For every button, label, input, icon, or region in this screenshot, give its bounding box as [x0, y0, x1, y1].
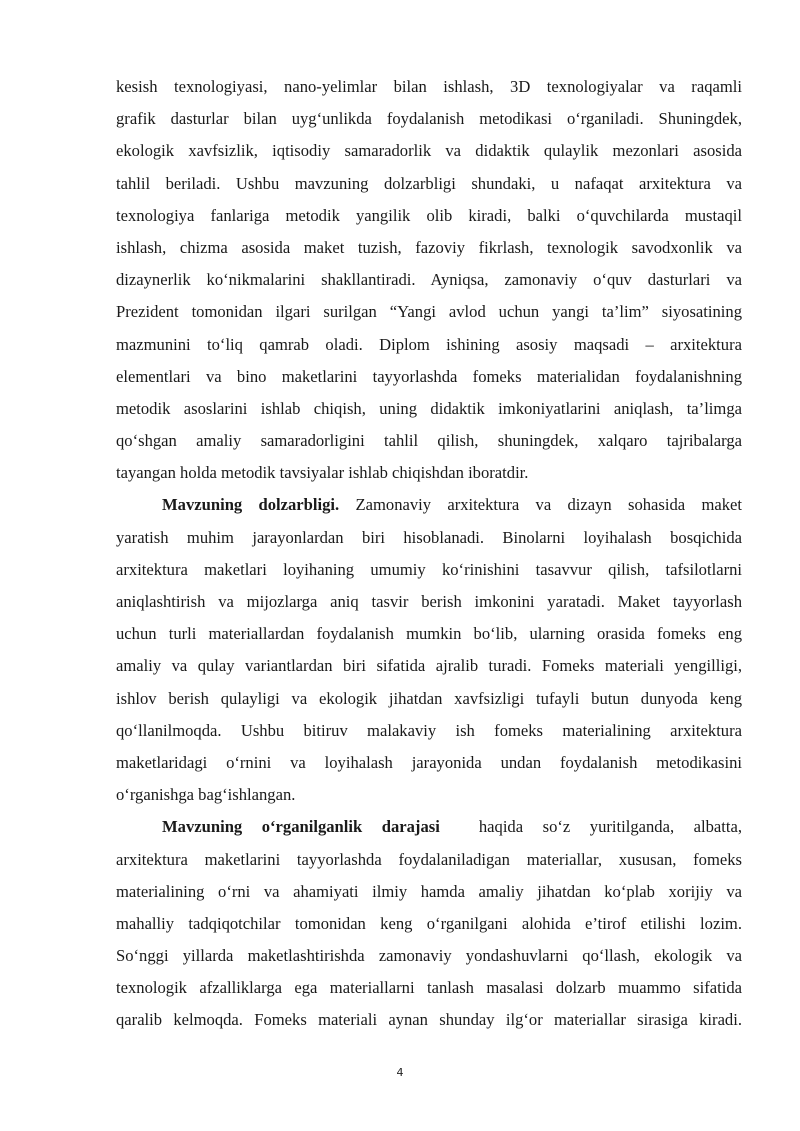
text-line: tayangan holda metodik tavsiyalar ishlab chiqishdan iboratdir. [116, 463, 529, 483]
text-span: haqida so‘z yuritilganda, albatta, [439, 817, 742, 837]
text-line: arxitektura maketlari loyihaning umumiy ko‘rinishini tasavvur qilish, tafsilotlarni [116, 559, 742, 579]
text-line: uchun turli materiallardan foydalanish mumkin bo‘lib, ularning orasida fomeks eng [116, 624, 742, 644]
text-line: qaralib kelmoqda. Fomeks materiali aynan shunday ilg‘or materiallar sirasiga kiradi. [116, 1010, 742, 1030]
text-line: materialining o‘rni va ahamiyati ilmiy hamda amaliy jihatdan ko‘plab xorijiy va [116, 881, 742, 901]
text-line: yaratish muhim jarayonlardan biri hisoblanadi. Binolarni loyihalash bosqichida [116, 527, 742, 547]
text-line: mazmunini to‘liq qamrab oladi. Diplom ishining asosiy maqsadi – arxitektura [116, 334, 742, 354]
text-line: qo‘shgan amaliy samaradorligini tahlil qilish, shuningdek, xalqaro tajribalarga [116, 431, 742, 451]
text-line: elementlari va bino maketlarini tayyorlashda fomeks materialidan foydalanishning [116, 366, 742, 386]
paragraph-first-line [116, 489, 742, 521]
section-heading-study-level: Mavzuning o‘rganilganlik darajasi [162, 817, 440, 837]
paragraph-first-line [116, 811, 742, 843]
section-heading-relevance: Mavzuning dolzarbligi. [162, 495, 340, 515]
text-line: arxitektura maketlarini tayyorlashda foydalaniladigan materiallar, xususan, fomeks [116, 849, 742, 869]
text-line: o‘rganishga bag‘ishlangan. [116, 785, 296, 805]
text-line: amaliy va qulay variantlardan biri sifatida ajralib turadi. Fomeks materiali yengilligi, [116, 656, 742, 676]
text-line: mahalliy tadqiqotchilar tomonidan keng o‘rganilgani alohida e’tirof etilishi lozim. [116, 913, 742, 933]
text-line: maketlaridagi o‘rnini va loyihalash jarayonida undan foydalanish metodikasini [116, 752, 742, 772]
text-line: grafik dasturlar bilan uyg‘unlikda foydalanish metodikasi o‘rganiladi. Shuningdek, [116, 109, 742, 129]
text-line: qo‘llanilmoqda. Ushbu bitiruv malakaviy ish fomeks materialining arxitektura [116, 720, 742, 740]
text-line: dizaynerlik ko‘nikmalarini shakllantiradi. Ayniqsa, zamonaviy o‘quv dasturlari va [116, 270, 742, 290]
text-line: ishlash, chizma asosida maket tuzish, fazoviy fikrlash, texnologik savodxonlik va [116, 237, 742, 257]
text-line: texnologik afzalliklarga ega materiallarni tanlash masalasi dolzarb muammo sifatida [116, 978, 742, 998]
text-line: So‘nggi yillarda maketlashtirishda zamonaviy yondashuvlarni qo‘llash, ekologik va [116, 946, 742, 966]
text-line: Prezident tomonidan ilgari surilgan “Yangi avlod uchun yangi ta’lim” siyosatining [116, 302, 742, 322]
text-line: ishlov berish qulayligi va ekologik jihatdan xavfsizligi tufayli butun dunyoda keng [116, 688, 742, 708]
document-body [116, 71, 742, 1037]
text-line: texnologiya fanlariga metodik yangilik olib kiradi, balki o‘quvchilarda mustaqil [116, 205, 742, 225]
text-line: aniqlashtirish va mijozlarga aniq tasvir berish imkonini yaratadi. Maket tayyorlash [116, 592, 742, 611]
text-line: kesish texnologiyasi, nano-yelimlar bilan ishlash, 3D texnologiyalar va raqamli [116, 77, 742, 96]
text-line: metodik asoslarini ishlab chiqish, uning didaktik imkoniyatlarini aniqlash, ta’limga [116, 398, 742, 418]
text-span: Zamonaviy arxitektura va dizayn sohasida maket [339, 495, 742, 515]
text-line: tahlil beriladi. Ushbu mavzuning dolzarbligi shundaki, u nafaqat arxitektura va [116, 173, 742, 193]
page-number: 4 [396, 1066, 404, 1079]
text-line: ekologik xavfsizlik, iqtisodiy samaradorlik va didaktik qulaylik mezonlari asosida [116, 141, 742, 161]
